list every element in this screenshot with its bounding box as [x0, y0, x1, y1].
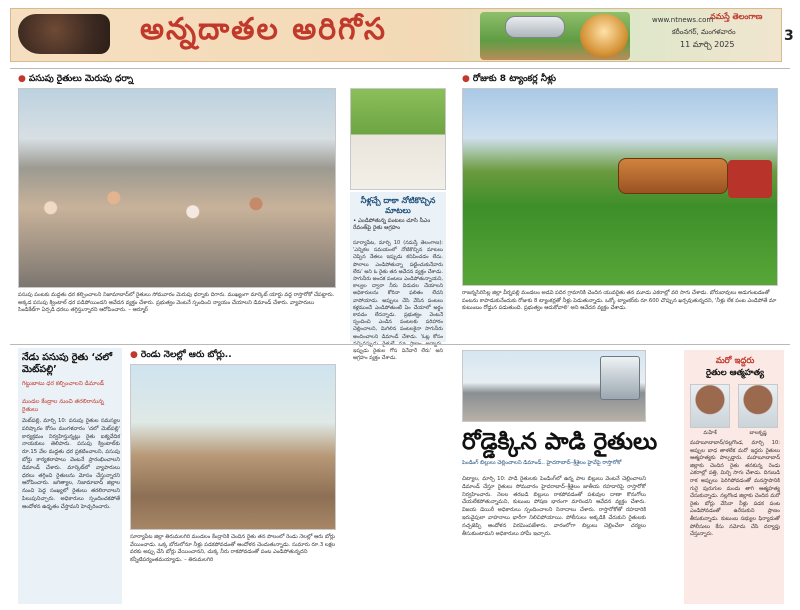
- farmer-hand-illustration: [18, 14, 110, 54]
- headline-suicides-red: మరో ఇద్దరు: [715, 356, 755, 366]
- mid-divider: [10, 344, 790, 345]
- page-number: 3: [784, 28, 794, 44]
- water-tanker-icon: [618, 158, 728, 194]
- top-divider: [10, 68, 790, 69]
- body-suicides: మహబూబాబాద్/నల్లగొండ, మార్చి 10: అప్పుల బాధ తాళలేక మరో ఇద్దరు రైతులు ఆత్మహత్యకు పాల్పడ్డారు. మహబూబాబాద్ జిల్లాకు చెందిన రైతు తనకున్న రెండు ఎకరాల్లో పత్తి, మిర్చి సాగు చేశాడు. దిగుబడి రాక అప్పులు పెరిగిపోవడంతో మనస్తాపానికి గురై పురుగుల మందు తాగి ఆత్మహత్య చేసుకున్నాడు. నల్లగొండ జిల్లాకు చెందిన మరో రైతు బోర్లు వేసినా నీళ్లు పడక పంట ఎండిపోవడంతో ఉరేసుకుని ప్రాణం తీసుకున్నాడు. కుటుంబ సభ్యుల ఫిర్యాదుతో పోలీసులు కేసు నమోదు చేసి దర్యాప్తు చేస్తున్నారు.: [690, 440, 780, 538]
- photo-angry-farmer: [350, 88, 446, 190]
- headline-chalo-metpalli: నేడు పసుపు రైతు ‘చలో మెట్‌పల్లి’: [22, 352, 113, 375]
- photo-borewell-drilling: [130, 364, 336, 530]
- deck-chalo-1: గిట్టుబాటు ధర కల్పించాలని డిమాండ్: [22, 381, 105, 387]
- bullet-icon: ●: [130, 350, 138, 360]
- story-kicker-turmeric: [18, 74, 133, 86]
- tractor-icon: [728, 160, 772, 198]
- website-url[interactable]: www.ntnews.com: [652, 16, 714, 24]
- page-title: అన్నదాతల అరిగోస: [140, 12, 387, 47]
- victim-2-label: బాలకృష్ణ: [749, 430, 767, 436]
- tankers-kicker-text: రోజుకు 8 ట్యాంకర్ల నీళ్లు: [472, 74, 556, 84]
- photo-victim-2: [738, 384, 778, 428]
- photo-turmeric-protest: [18, 88, 336, 288]
- body-chalo-metpalli: మెట్‌పల్లి, మార్చి 10: పసుపు రైతుల సమస్యల పరిష్కారం కోసం మంగళవారం 'చలో మెట్‌పల్లి' కార్యక్రమం నిర్వహిస్తున్నట్లు రైతు ఐక్యవేదిక నాయకులు తెలిపారు. పసుపు క్వింటాల్‌కు రూ.15 వేల మద్దతు ధర ప్రకటించాలని, పసుపు బోర్డు కార్యకలాపాలు వెంటనే ప్రారంభించాలని డిమాండ్ చేశారు. మార్కెట్‌లో వ్యాపారులు ధరలు తగ్గించి రైతులను మోసం చేస్తున్నారని ఆరోపించారు. జగిత్యాల, నిజామాబాద్ జిల్లాల నుంచి పెద్ద సంఖ్యలో రైతులు తరలిరావాలని పిలుపునిచ్చారు. అధికారులు స్పందించకపోతే ఆందోళన ఉధృతం చేస్తామని హెచ్చరించారు.: [22, 418, 120, 510]
- newspaper-brand: నమస్తే తెలంగాణ: [710, 12, 763, 21]
- caption-borewells: సూర్యాపేట జిల్లా తిరుమలగిరి మండలం కేంద్రానికి చెందిన రైతు తన పొలంలో రెండు నెలల్లో ఆరు బోర్లు వేయించాడు. ఒక్క బోరులోనూ నీళ్లు పడకపోవడంతో ఆందోళన చెందుతున్నాడు. సుమారు రూ.3 లక్షల వరకు అప్పు చేసి బోర్లు వేయించానని, చుక్క నీరు రాకపోవడంతో పంట ఎండిపోతున్నదని కన్నీటిపర్యంతమయ్యాడు. – తిరుమలగిరి: [130, 534, 336, 563]
- headline-suicides: రైతుల ఆత్మహత్య: [706, 368, 764, 378]
- dateline: కరీంనగర్, మంగళవారం: [672, 28, 736, 36]
- victim-1-label: మహేశ్: [703, 430, 717, 436]
- headline-farmer-quote: నీళ్లచ్చే దాకా నోటికొచ్చిన మాటలు: [360, 196, 436, 215]
- water-tanker-icon: [505, 16, 565, 38]
- caption-turmeric: పసుపు పంటకు మద్దతు ధర కల్పించాలని నిజామాబాద్‌లో రైతులు సోమవారం మెరుపు ధర్నాకు దిగారు. ముఖ్యంగా మార్కెట్ యార్డు వద్ద రాస్తారోకో చేపట్టారు. అక్కడ పసుపు క్వింటాల్ ధర పడిపోయిందని ఆవేదన వ్యక్తం చేశారు. ప్రభుత్వం వెంటనే స్పందించి న్యాయం చేయాలని డిమాండ్ చేశారు. వ్యాపారులు సిండికేట్‌గా ఏర్పడి ధరలు తగ్గిస్తున్నారని ఆరోపించారు. – ఆర్మూర్: [18, 292, 335, 314]
- story-kicker-borewells: [130, 350, 232, 362]
- bullet-icon: ●: [18, 74, 26, 84]
- borewells-kicker-text: రెండు నెలల్లో ఆరు బోర్లు..: [140, 350, 232, 360]
- body-dairy-farmers: చిట్యాల, మార్చి 10: పాడి రైతులకు పెండింగ్‌లో ఉన్న పాల బిల్లులు వెంటనే చెల్లించాలని డిమాండ్ చేస్తూ రైతులు సోమవారం హైదరాబాద్–శ్రీశైలం జాతీయ రహదారిపై రాస్తారోకో నిర్వహించారు. నెలల తరబడి బిల్లులు రాకపోవడంతో పశువుల దాణా కొనుగోలు చేయలేకపోతున్నామని, కుటుంబ పోషణ భారంగా మారిందని ఆవేదన వ్యక్తం చేశారు. విజయ డెయిరీ అధికారులు స్పందించాలని నినాదాలు చేశారు. రాస్తారోకోతో రహదారికి ఇరువైపులా వాహనాలు భారీగా నిలిచిపోయాయి. పోలీసులు అక్కడికి చేరుకుని రైతులకు నచ్చజెప్పి ఆందోళన విరమింపజేశారు. వారంలోగా బిల్లులు చెల్లించేలా చర్యలు తీసుకుంటామని అధికారులు హామీ ఇచ్చారు.: [462, 476, 646, 537]
- bullet-icon: ●: [462, 74, 470, 84]
- deck-farmer-quote: • ఎండిపోతున్న పంటలు చూసి సీఎం రేవంత్‌పై రైతు ఆగ్రహం: [353, 218, 431, 231]
- story-kicker-tankers: [462, 74, 556, 86]
- deck-chalo-2: మండల కేంద్రాల నుంచి తరలిరానున్న రైతులు: [22, 399, 104, 413]
- body-farmer-quote: సూర్యాపేట, మార్చి 10 (నమస్తే తెలంగాణ): 'ఎన్నికల సమయంలో నోటికొచ్చిన మాటలు చెప్పిన నేతలు ఇప్పుడు కనిపించడం లేదు. పొలాలు ఎండిపోతున్నా పట్టించుకునేవారు లేరు' అని ఓ రైతు తన ఆవేదన వ్యక్తం చేశాడు. సాగునీరు అందక పంటలు ఎండిపోతున్నాయని, కాల్వల ద్వారా నీరు విడుదల చేయాలని అధికారులను కోరినా ఫలితం లేదని వాపోయాడు. అప్పులు చేసి వేసిన పంటలు కళ్లముందే ఎండిపోతుంటే ఏం చేయాలో అర్థం కావడం లేదన్నాడు. ప్రభుత్వం వెంటనే స్పందించి ఎండిన పంటలకు పరిహారం చెల్లించాలని, మిగిలిన పంటలకైనా సాగునీరు అందించాలని డిమాండ్ చేశాడు. 'ఓట్ల కోసం ఇప్పుడు రైతుల గోస వినేవారే లేరు' అని ఆగ్రహం వ్యక్తం చేశాడు.: [353, 240, 443, 362]
- photo-victim-1: [690, 384, 730, 428]
- bus-icon: [600, 356, 640, 400]
- deck-dairy: పెండింగ్ బిల్లులు చెల్లించాలని డిమాండ్.. హైదరాబాద్–శ్రీశైలం హైవేపై రాస్తారోకో: [462, 460, 622, 466]
- caption-tankers: రాజన్నసిరిసిల్ల జిల్లా వీర్నపల్లి మండలం అడవి పదిర గ్రామానికి చెందిన యువరైతు తన మూడు ఎకరాల్లో వరి సాగు చేశాడు. బోరుబావులు అడుగంటడంతో పంటను కాపాడుకునేందుకు రోజుకు 8 ట్యాంకర్లతో నీళ్లు పెడుతున్నాడు. ఒక్కో ట్యాంకర్‌కు రూ.600 చొప్పున ఖర్చవుతున్నదని, 'నీళ్లు లేక పంట ఎండిపోతే మా కుటుంబం రోడ్డున పడుతుంది. ప్రభుత్వం ఆదుకోవాలి' అని ఆవేదన వ్యక్తం చేశాడు.: [462, 290, 777, 312]
- issue-date: 11 మార్చి 2025: [680, 40, 735, 49]
- turmeric-kicker-text: పసుపు రైతులు మెరుపు ధర్నా: [28, 74, 134, 84]
- thirsty-figure-illustration: [580, 14, 628, 58]
- headline-dairy-farmers: రోడ్డెక్కిన పాడి రైతులు: [462, 428, 658, 455]
